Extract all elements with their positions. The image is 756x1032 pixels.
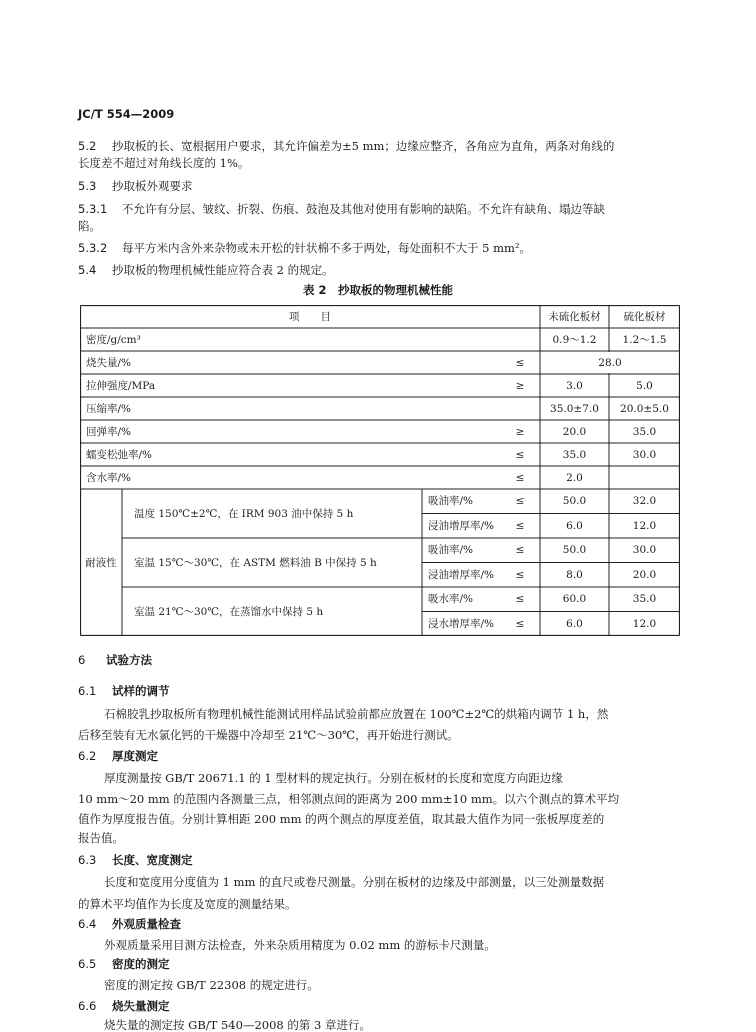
section-heading: [78, 684, 170, 698]
line-text: 长度和宽度用分度值为 1 mm 的直尺或卷尺测量。分别在板材的边缘及中部测量，以三处测量数据: [104, 875, 605, 889]
unvulcanized-value: 35.0±7.0: [550, 403, 599, 415]
sub-property-name: 吸油率/%: [428, 495, 474, 508]
section-heading: [78, 263, 334, 277]
section-number: 6.4: [78, 917, 97, 931]
paragraph-line: [104, 1018, 371, 1032]
line-text: 外观质量采用目测方法检查，外来杂质用精度为 0.02 mm 的游标卡尺测量。: [104, 938, 496, 952]
section-number: 6: [78, 653, 86, 667]
comparison-op: ≤: [515, 495, 525, 508]
section-heading: [78, 241, 531, 255]
line-text: 的算术平均值作为长度及宽度的测量结果。: [78, 897, 297, 911]
paragraph-line: [104, 978, 319, 992]
section-number: 5.3: [78, 179, 97, 193]
property-name: 回弹率/%: [86, 426, 132, 438]
unvulcanized-value: 0.9～1.2: [552, 334, 597, 346]
section-heading: [78, 853, 193, 867]
line-text: 试验方法: [106, 653, 152, 667]
section-number: 5.4: [78, 263, 97, 277]
section-number: 6.6: [78, 999, 97, 1013]
vulcanized-value: 5.0: [636, 380, 653, 392]
section-number: 5.3.2: [78, 241, 108, 255]
vulcanized-value: 30.0: [632, 449, 657, 461]
property-name: 密度/g/cm³: [86, 334, 141, 346]
property-name: 拉伸强度/MPa: [86, 380, 156, 392]
line-text: 烧失量测定: [112, 999, 170, 1013]
comparison-op: ≤: [515, 449, 525, 461]
unvulcanized-value: 6.0: [566, 617, 583, 630]
section-number: 6.5: [78, 957, 97, 971]
line-text: 10 mm～20 mm 的范围内各测量三点，相邻测点间的距离为 200 mm±10 mm。以六个测点的算术平均: [78, 792, 620, 806]
section-heading: [78, 202, 605, 216]
unvulcanized-value: 50.0: [562, 544, 587, 557]
vulcanized-value: 20.0±5.0: [620, 403, 669, 415]
paragraph-line: [78, 156, 249, 170]
paragraph-line: [104, 938, 496, 952]
header-vulcanized: 硫化板材: [623, 311, 666, 323]
section-number: 6.1: [78, 684, 97, 698]
line-text: 后移至装有无水氯化钙的干燥器中冷却至 21℃～30℃，再开始进行测试。: [78, 728, 459, 742]
unvulcanized-value: 6.0: [566, 519, 583, 532]
section-heading: [78, 917, 181, 931]
line-text: 试样的调节: [112, 684, 170, 698]
comparison-op: ≤: [515, 568, 525, 581]
sub-property-name: 浸水增厚率/%: [428, 617, 495, 630]
property-name: 压缩率/%: [86, 403, 132, 415]
section-heading: [78, 653, 152, 667]
comparison-op: ≥: [515, 380, 525, 392]
comparison-op: ≤: [515, 617, 525, 630]
paragraph-line: [78, 812, 604, 826]
section-number: 5.3.1: [78, 202, 108, 216]
line-text: 石棉胶乳抄取板所有物理机械性能测试用样品试验前都应放置在 100℃±2℃的烘箱内调节 1 h，然: [104, 707, 609, 721]
unvulcanized-value: 50.0: [562, 495, 587, 508]
paragraph-line: [78, 831, 124, 845]
line-text: 每平方米内含外来杂物或未开松的针状棉不多于两处，每处面积不大于 5 mm²。: [122, 241, 532, 255]
vulcanized-value: 12.0: [632, 519, 657, 532]
line-text: 抄取板的长、宽根据用户要求，其允许偏差为±5 mm；边缘应整齐，各角应为直角，两条对角线的: [112, 139, 615, 153]
unvulcanized-value: 60.0: [562, 593, 587, 606]
line-text: 抄取板外观要求: [112, 179, 193, 193]
comparison-op: ≤: [515, 519, 525, 532]
header-item: 项 目: [289, 311, 331, 323]
line-text: 厚度测定: [112, 749, 158, 763]
comparison-op: ≤: [515, 357, 525, 369]
property-name: 烧失量/%: [86, 357, 132, 369]
vulcanized-value: 30.0: [632, 544, 657, 557]
vulcanized-value: 35.0: [632, 593, 657, 606]
paragraph-line: [104, 875, 604, 889]
section-number: 6.2: [78, 749, 97, 763]
section-heading: [78, 179, 193, 193]
line-text: 密度的测定按 GB/T 22308 的规定进行。: [104, 978, 319, 992]
fluid-resistance-label: 耐液性: [85, 556, 117, 569]
section-heading: [78, 957, 170, 971]
paragraph-line: [78, 792, 619, 806]
unvulcanized-value: 2.0: [566, 472, 583, 484]
comparison-op: ≥: [515, 426, 525, 438]
paragraph-line: [78, 219, 101, 233]
line-text: 抄取板的物理机械性能应符合表 2 的规定。: [112, 263, 334, 277]
line-text: 烧失量的测定按 GB/T 540—2008 的第 3 章进行。: [104, 1018, 371, 1032]
table-title: 表 2 抄取板的物理机械性能: [302, 283, 453, 297]
comparison-op: ≤: [515, 593, 525, 606]
vulcanized-value: 20.0: [632, 568, 657, 581]
paragraph-line: [78, 897, 297, 911]
line-text: 厚度测量按 GB/T 20671.1 的 1 型材料的规定执行。分别在板材的长度和宽度方向距边缘: [104, 771, 563, 785]
test-condition: 室温 15℃～30℃，在 ASTM 燃料油 B 中保持 5 h: [134, 556, 377, 569]
vulcanized-value: 12.0: [632, 617, 657, 630]
test-condition: 室温 21℃～30℃，在蒸馏水中保持 5 h: [134, 605, 324, 618]
vulcanized-value: 32.0: [632, 495, 657, 508]
line-text: 值作为厚度报告值。分别计算相距 200 mm 的两个测点的厚度差值，取其最大值作为同一张板厚度差的: [78, 812, 605, 826]
property-name: 蠕变松弛率/%: [86, 449, 153, 461]
merged-value: 28.0: [598, 357, 622, 369]
sub-property-name: 浸油增厚率/%: [428, 519, 495, 532]
unvulcanized-value: 20.0: [562, 426, 587, 438]
test-condition: 温度 150℃±2℃，在 IRM 903 油中保持 5 h: [134, 507, 354, 520]
comparison-op: ≤: [515, 472, 525, 484]
unvulcanized-value: 8.0: [566, 568, 583, 581]
line-text: 外观质量检查: [112, 917, 181, 931]
paragraph-line: [78, 728, 459, 742]
sub-property-name: 吸油率/%: [428, 544, 474, 557]
section-number: 5.2: [78, 139, 97, 153]
comparison-op: ≤: [515, 544, 525, 557]
unvulcanized-value: 35.0: [562, 449, 587, 461]
section-heading: [78, 139, 614, 153]
paragraph-line: [104, 707, 608, 721]
line-text: 长度、宽度测定: [112, 853, 193, 867]
section-heading: [78, 749, 158, 763]
properties-table: [80, 305, 680, 636]
line-text: 密度的测定: [112, 957, 170, 971]
sub-property-name: 浸油增厚率/%: [428, 568, 495, 581]
vulcanized-value: 1.2～1.5: [622, 334, 667, 346]
table-grid: [80, 305, 680, 636]
section-heading: [78, 999, 170, 1013]
vulcanized-value: 35.0: [632, 426, 657, 438]
sub-property-name: 吸水率/%: [428, 593, 474, 606]
paragraph-line: [104, 771, 563, 785]
unvulcanized-value: 3.0: [566, 380, 583, 392]
section-number: 6.3: [78, 853, 97, 867]
line-text: 陷。: [78, 219, 101, 233]
line-text: 长度差不超过对角线长度的 1%。: [78, 156, 250, 170]
line-text: 不允许有分层、皱纹、折裂、伤痕、鼓泡及其他对使用有影响的缺陷。不允许有缺角、塌边等缺: [122, 202, 605, 216]
property-name: 含水率/%: [86, 472, 132, 484]
header-unvulcanized: 未硫化板材: [548, 311, 601, 323]
line-text: 报告值。: [78, 831, 124, 845]
standard-code: JC/T 554—2009: [78, 107, 175, 121]
